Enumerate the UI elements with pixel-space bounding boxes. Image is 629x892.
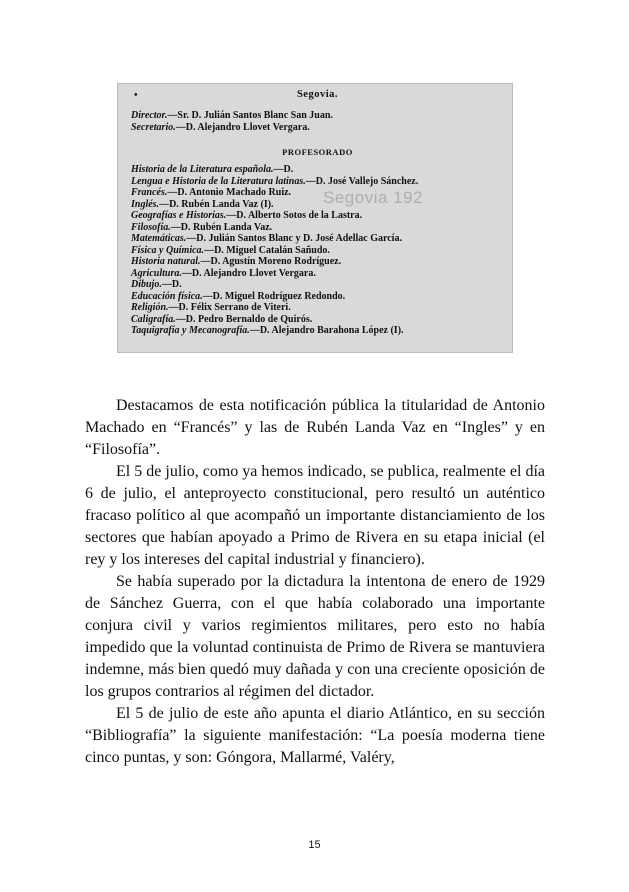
faculty-line: Filosofía.—D. Rubén Landa Vaz. — [131, 221, 273, 233]
clipping-faculty-list — [131, 164, 504, 337]
clipping-officers — [131, 110, 504, 133]
clipping-faculty-heading: PROFESORADO — [282, 147, 353, 157]
clipping-city-title: Segovia. — [296, 89, 339, 100]
faculty-line: Física y Química.—D. Miguel Catalán Sañudo. — [131, 244, 330, 256]
faculty-line: Matemáticas.—D. Julián Santos Blanc y D. José Adellac García. — [131, 233, 402, 244]
faculty-line: Dibujo.—D. — [131, 279, 182, 290]
body-text — [85, 395, 545, 769]
faculty-line: Inglés.—D. Rubén Landa Vaz (I). — [131, 198, 274, 210]
faculty-line: Historia natural.—D. Agustín Moreno Rodríguez. — [131, 256, 342, 267]
faculty-line: Religión.—D. Félix Serrano de Viteri. — [131, 302, 291, 313]
clipping-bullet: • — [134, 90, 138, 101]
clipping-officer-line: Director.—Sr. D. Julián Santos Blanc San Juan. — [131, 110, 333, 121]
newspaper-clipping-image — [117, 83, 513, 353]
faculty-line: Francés.—D. Antonio Machado Ruiz. — [131, 187, 292, 198]
faculty-line: Taquigrafía y Mecanografía.—D. Alejandro Barahona López (I). — [131, 325, 404, 336]
clipping-watermark: Segovia 192 — [323, 188, 424, 207]
faculty-line: Geografías e Historias.—D. Alberto Sotos de la Lastra. — [131, 210, 363, 221]
faculty-line: Caligrafía.—D. Pedro Bernaldo de Quirós. — [131, 313, 313, 325]
clipping-officer-line: Secretario.—D. Alejandro Llovet Vergara. — [131, 121, 310, 133]
faculty-line: Agricultura.—D. Alejandro Llovet Vergara. — [131, 267, 316, 279]
faculty-line: Lengua e Historia de la Literatura latinas.—D. José Vallejo Sánchez. — [131, 175, 419, 187]
paragraph: El 5 de julio, como ya hemos indicado, se publica, realmente el día 6 de julio, el anteproyecto constitucional, pero resultó un auténtico fracaso político al que acompañó un importante distanciamiento de los sectores que habían apoyado a Primo de Rivera en su etapa inicial (el rey y los intereses del capital industrial y financiero). — [85, 463, 545, 568]
faculty-line: Educación física.—D. Miguel Rodríguez Redondo. — [131, 290, 346, 302]
faculty-line: Historia de la Literatura española.—D. — [131, 164, 294, 175]
page-number: 15 — [308, 839, 321, 851]
paragraph: Se había superado por la dictadura la intentona de enero de 1929 de Sánchez Guerra, con el que había colaborado una importante conjura civil y varios regimientos militares, pero esto no había impedido que la voluntad continuista de Primo de Rivera se mantuviera indemne, más bien quedó muy dañada y con una creciente oposición de los grupos contrarios al régimen del dictador. — [85, 573, 545, 700]
paragraph: El 5 de julio de este año apunta el diario Atlántico, en su sección “Bibliografía” la siguiente manifestación: “La poesía moderna tiene cinco puntas, y son: Góngora, Mallarmé, Valéry, — [85, 705, 545, 766]
paragraph: Destacamos de esta notificación pública la titularidad de Antonio Machado en “Francés” y las de Rubén Landa Vaz en “Ingles” y en “Filosofía”. — [85, 397, 545, 458]
